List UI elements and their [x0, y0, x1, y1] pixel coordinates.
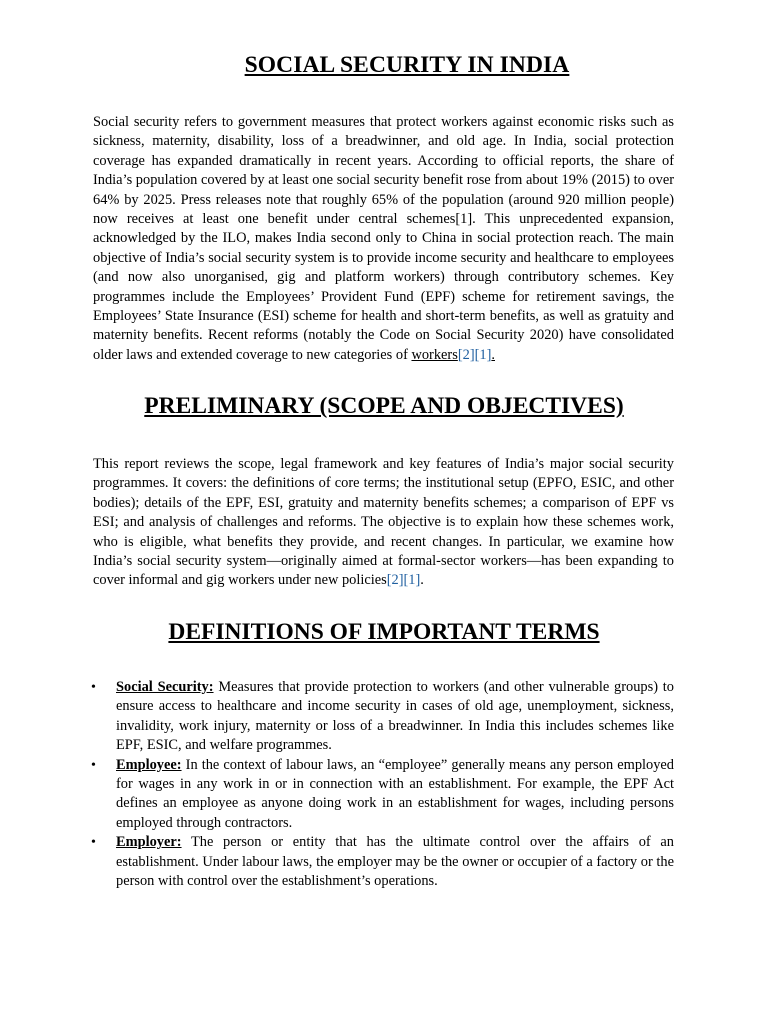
definition-text: The person or entity that has the ultimate control over the affairs of an establishment. Under labour laws, the employer may be the owner or occupier of a factory or the person with control over the establishment’s operations.: [116, 834, 674, 890]
definition-item: [93, 756, 674, 834]
definitions-list: [93, 678, 674, 891]
definition-term: Employer:: [116, 834, 182, 851]
bullet-icon: •: [91, 757, 96, 773]
definitions-heading: DEFINITIONS OF IMPORTANT TERMS: [168, 619, 600, 645]
bullet-icon: •: [91, 835, 96, 851]
bullet-icon: •: [91, 680, 96, 695]
preliminary-text: This report reviews the scope, legal framework and key features of India’s major social security programmes. It covers: the definitions of core terms; the institutional setup (EPFO, ESIC, and other bodies); details of the EPF, ESI, gratuity and maternity benefits schemes; a comparison of EPF vs ESI; and analysis of challenges and reforms. The objective is to explain how these schemes work, who is eligible, what benefits they provide, and recent changes. In particular, we examine how India’s social security system—originally aimed at formal-sector workers—has been expanding to cover informal and gig workers under new policies: [93, 456, 674, 589]
definition-text: Measures that provide protection to workers (and other vulnerable groups) to ensure access to healthcare and income security in cases of old age, unemployment, sickness, invalidity, work injury, maternity or loss of a breadwinner. In India this includes schemes like EPF, ESIC, and welfare programmes.: [116, 679, 674, 754]
definition-term: Social Security:: [116, 679, 214, 695]
intro-paragraph: [93, 113, 674, 365]
intro-end: .: [491, 346, 495, 363]
document-title: SOCIAL SECURITY IN INDIA: [244, 52, 570, 78]
definition-item: [93, 678, 674, 756]
preliminary-citation-link[interactable]: [2][1]: [386, 572, 421, 589]
intro-citation-link[interactable]: [2][1]: [457, 346, 492, 363]
definition-text: In the context of labour laws, an “employee” generally means any person employed for wages in any work in or in connection with an establishment. For example, the EPF Act defines an employee as anyone doing work in an establishment for wages, including persons employed through contractors.: [116, 756, 674, 831]
preliminary-end: .: [420, 572, 424, 589]
definition-item: [93, 833, 674, 891]
preliminary-heading: PRELIMINARY (SCOPE AND OBJECTIVES): [144, 393, 624, 419]
definition-term: Employee:: [116, 756, 182, 773]
preliminary-paragraph: [93, 455, 674, 591]
workers-link[interactable]: workers: [411, 346, 458, 363]
intro-text: Social security refers to government measures that protect workers against economic risks such as sickness, maternity, disability, loss of a breadwinner, and old age. In India, social protection coverage has expanded dramatically in recent years. According to official reports, the share of India’s population covered by at least one social security benefit rose from about 19% (2015) to over 64% by 2025. Press releases note that roughly 65% of the population (around 920 million people) now receives at least one benefit under central schemes[1]. This unprecedented expansion, acknowledged by the ILO, makes India second only to China in social protection reach. The main objective of India’s social security system is to provide income security and healthcare to employees (and now also unorganised, gig and platform workers) through contributory schemes. Key programmes include the Employees’ Provident Fund (EPF) scheme for retirement savings, the Employees’ State Insurance (ESI) scheme for health and short-term benefits, as well as gratuity and maternity benefits. Recent reforms (notably the Code on Social Security 2020) have consolidated older laws and extended coverage to new categories of: [93, 114, 674, 363]
